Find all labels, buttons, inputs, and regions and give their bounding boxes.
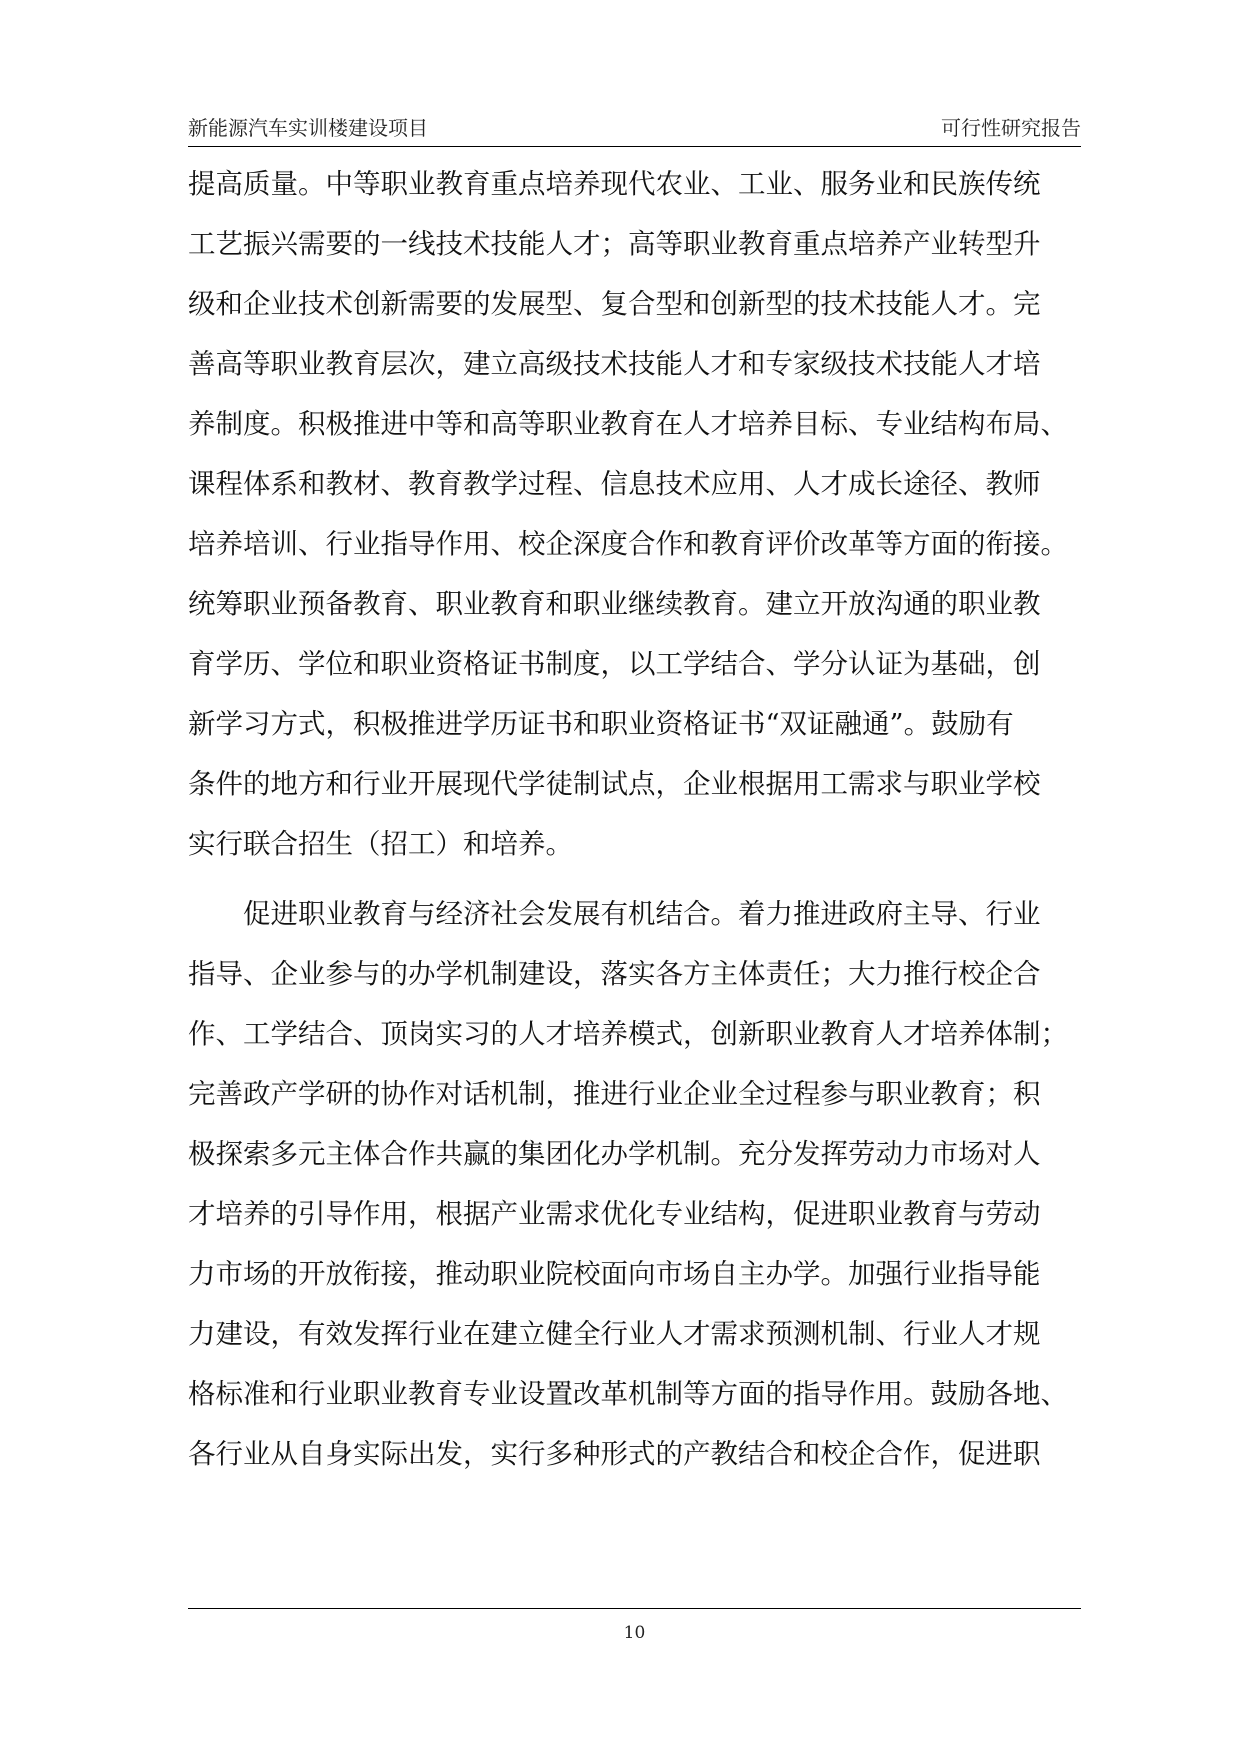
text-line: 力建设，有效发挥行业在建立健全行业人才需求预测机制、行业人才规 [188, 1318, 1041, 1350]
text-line: 培养培训、行业指导作用、校企深度合作和教育评价改革等方面的衔接。 [188, 528, 1068, 560]
paragraph-gap [188, 874, 1081, 884]
header-report-title: 可行性研究报告 [941, 116, 1081, 140]
text-line: 促进职业教育与经济社会发展有机结合。着力推进政府主导、行业 [188, 898, 1041, 930]
text-line: 各行业从自身实际出发，实行多种形式的产教结合和校企合作，促进职 [188, 1438, 1041, 1470]
text-line: 条件的地方和行业开展现代学徒制试点，企业根据用工需求与职业学校 [188, 768, 1041, 800]
text-line: 才培养的引导作用，根据产业需求优化专业结构，促进职业教育与劳动 [188, 1198, 1041, 1230]
page-header [188, 112, 1081, 147]
text-line: 新学习方式，积极推进学历证书和职业资格证书“双证融通”。鼓励有 [188, 708, 1014, 740]
text-line: 格标准和行业职业教育专业设置改革机制等方面的指导作用。鼓励各地、 [188, 1378, 1068, 1410]
text-line: 善高等职业教育层次，建立高级技术技能人才和专家级技术技能人才培 [188, 348, 1041, 380]
text-line: 完善政产学研的协作对话机制，推进行业企业全过程参与职业教育；积 [188, 1078, 1041, 1110]
text-line: 级和企业技术创新需要的发展型、复合型和创新型的技术技能人才。完 [188, 288, 1041, 320]
text-line: 课程体系和教材、教育教学过程、信息技术应用、人才成长途径、教师 [188, 468, 1041, 500]
page-footer [188, 1608, 1081, 1649]
text-line: 作、工学结合、顶岗实习的人才培养模式，创新职业教育人才培养体制； [188, 1018, 1068, 1050]
text-line: 提高质量。中等职业教育重点培养现代农业、工业、服务业和民族传统 [188, 168, 1041, 200]
body-text [188, 154, 1081, 1484]
text-line: 力市场的开放衔接，推动职业院校面向市场自主办学。加强行业指导能 [188, 1258, 1041, 1290]
text-line: 指导、企业参与的办学机制建设，落实各方主体责任；大力推行校企合 [188, 958, 1041, 990]
header-project-title: 新能源汽车实训楼建设项目 [188, 116, 428, 140]
text-line: 工艺振兴需要的一线技术技能人才；高等职业教育重点培养产业转型升 [188, 228, 1041, 260]
text-line: 育学历、学位和职业资格证书制度，以工学结合、学分认证为基础，创 [188, 648, 1041, 680]
text-line: 实行联合招生（招工）和培养。 [188, 828, 573, 860]
page-number: 10 [623, 1623, 646, 1643]
text-line: 统筹职业预备教育、职业教育和职业继续教育。建立开放沟通的职业教 [188, 588, 1041, 620]
text-line: 养制度。积极推进中等和高等职业教育在人才培养目标、专业结构布局、 [188, 408, 1068, 440]
text-line: 极探索多元主体合作共赢的集团化办学机制。充分发挥劳动力市场对人 [188, 1138, 1041, 1170]
